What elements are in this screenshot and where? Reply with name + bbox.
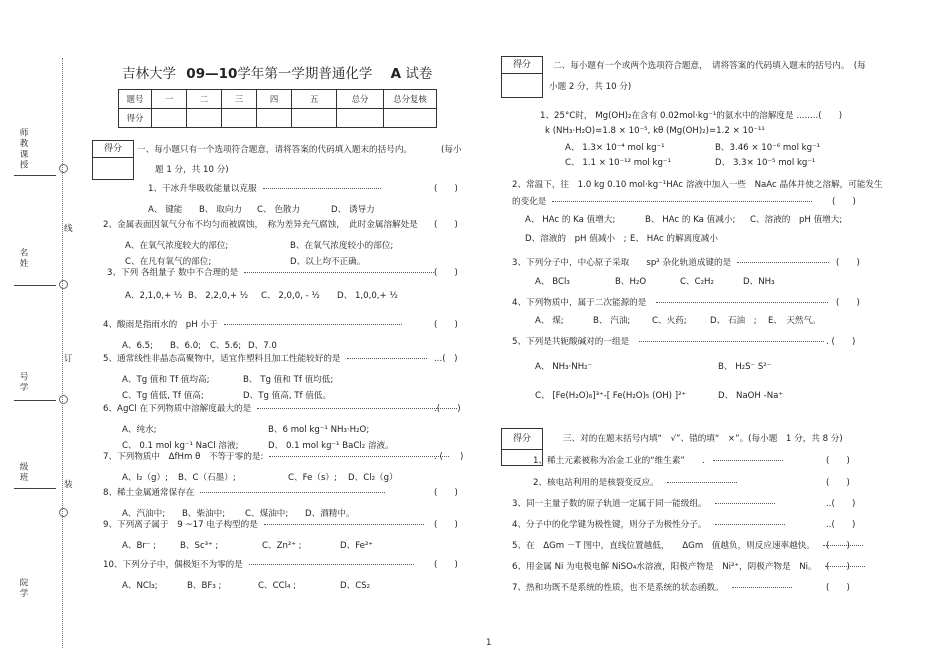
s1-q1-option-a: A、 键能 <box>148 205 183 215</box>
score-header: 总分复核 <box>384 90 437 109</box>
s1-q4-option-b: B、6.0; <box>170 341 202 351</box>
dot-leader <box>264 524 424 525</box>
s1-q6-option-a: A、纯水; <box>122 425 157 435</box>
score-header: 三 <box>222 90 257 109</box>
s2-q4-option-d: D、 石油 ; <box>710 316 757 326</box>
s2-q4 <box>512 296 828 308</box>
dot-leader <box>224 324 402 325</box>
s2-q1-option-c: C、 1.1 × 10⁻¹² mol kg⁻¹ <box>565 158 671 168</box>
dot-leader <box>715 503 775 504</box>
score-header: 题号 <box>119 90 152 109</box>
s2-q3-text: 3、下列分子中，中心原子采取 sp² 杂化轨道成键的是 <box>512 258 732 268</box>
s2-q3-paren[interactable]: ( ) <box>836 258 860 268</box>
binding-underline <box>14 488 56 489</box>
s1-question-5 <box>103 352 427 364</box>
score-header: 总分 <box>337 90 384 109</box>
s3-item-6 <box>512 560 865 572</box>
section1-intro: 一、每小题只有一个选项符合题意，请将答案的代码填入题末的括号内。 <box>137 145 413 155</box>
s2-q5-option-a: A、 NH₃·NH₂⁻ <box>535 362 593 372</box>
s3-item-5 <box>512 539 863 551</box>
binding-dotted-line <box>62 58 63 648</box>
s2-q1-constants: k (NH₃·H₂O)=1.8 × 10⁻⁵, kθ (Mg(OH)₂)=1.2 × 10⁻¹¹ <box>545 126 765 136</box>
binding-underline <box>14 175 56 176</box>
s1-q6-option-b: B、6 mol kg⁻¹ NH₃·H₂O; <box>268 425 370 435</box>
dot-leader <box>200 492 385 493</box>
score-row-label: 得分 <box>119 109 152 128</box>
dot-leader <box>656 302 828 303</box>
answer-paren[interactable]: ( ) <box>826 562 850 572</box>
answer-paren[interactable]: ( ) <box>826 456 850 466</box>
s2-q2-option-b: B、 HAc 的 Ka 值减小; <box>645 215 736 225</box>
s2-q5-option-d: D、 NaOH -Na⁺ <box>718 391 783 401</box>
dot-leader <box>732 587 792 588</box>
s1-question-9 <box>103 518 424 530</box>
question-text: 2、金属表面因氧气分布不均匀而被腐蚀， 称为差异充气腐蚀， 此时金属溶解处是 <box>103 220 418 230</box>
s1-q4-option-a: A、6.5; <box>122 341 154 351</box>
item-text: 7、热和功既不是系统的性质，也不是系统的状态函数。 <box>512 583 724 593</box>
exam-title <box>122 62 432 82</box>
s2-q4-option-a: A、 煤; <box>535 316 564 326</box>
dot-leader <box>263 188 381 189</box>
dot-leader <box>737 262 829 263</box>
s2-q4-option-c: C、火药; <box>652 316 687 326</box>
dot-leader <box>667 482 737 483</box>
dot-leader <box>552 201 812 202</box>
answer-paren[interactable]: ..( ) <box>826 499 856 509</box>
s2-q1-option-d: D、 3.3× 10⁻⁵ mol kg⁻¹ <box>715 158 816 168</box>
s2-q2-option-d: D、溶液的 pH 值减小 ; <box>525 234 627 244</box>
answer-paren[interactable]: ( ) <box>826 478 850 488</box>
s1-q8-option-d: D、酒精中。 <box>305 509 355 519</box>
title-suffix: 试卷 <box>405 66 433 82</box>
answer-paren[interactable]: ( ) <box>434 220 458 230</box>
answer-paren[interactable]: ( ) <box>434 184 458 194</box>
s2-q3-option-b: B、H₂O <box>615 277 647 287</box>
answer-paren[interactable]: ( ) <box>826 583 850 593</box>
binding-underline <box>14 285 56 286</box>
s1-q9-option-d: D、Fe²⁺ <box>340 541 373 551</box>
s2-q5-option-c: C、 [Fe(H₂O)₆]³⁺-[ Fe(H₂O)₅ (OH) ]²⁺ <box>535 391 687 401</box>
s1-q3-option-b: B、 2,2,0,+ ½ <box>188 291 249 301</box>
answer-paren[interactable]: ( ) <box>434 488 458 498</box>
s1-question-10 <box>103 558 414 570</box>
section3-score-label: 得分 <box>512 434 531 444</box>
s2-q1: 1、25°C时， Mg(OH)₂在含有 0.02mol·kg⁻¹的氨水中的溶解度是 ........( ) <box>540 111 843 121</box>
score-header: 一 <box>152 90 187 109</box>
section1-intro-tail: (每小 <box>441 145 462 155</box>
s1-q7-option-c: C、Fe（s）; <box>288 473 337 483</box>
score-header: 四 <box>257 90 292 109</box>
s1-question-7 <box>103 450 449 462</box>
binding-hole <box>59 280 68 289</box>
answer-paren[interactable]: ( ) <box>434 560 458 570</box>
s1-question-1 <box>148 182 381 194</box>
dot-leader <box>269 456 449 457</box>
question-text: 8、稀土金属通常保存在 <box>103 488 195 498</box>
section2-intro-2: 小题 2 分，共 10 分) <box>549 82 632 92</box>
dot-leader <box>257 408 457 409</box>
question-text: 9、下列离子属于 9 ~17 电子构型的是 <box>103 520 258 530</box>
title-year: 09—10 <box>186 66 238 82</box>
s3-item-7 <box>512 581 792 593</box>
s1-q3-option-d: D、 1,0,0,+ ½ <box>337 291 398 301</box>
s2-q4-paren[interactable]: ( ) <box>836 298 860 308</box>
s1-q1-option-b: B、 取向力 <box>199 205 243 215</box>
score-table <box>118 89 437 128</box>
score-cell[interactable] <box>187 109 222 128</box>
item-text: 6、用金属 Ni 为电极电解 NiSO₄水溶液，阳极产物是 Ni²⁺，阴极产物是 Ni。 <box>512 562 817 572</box>
binding-label-class: 级班 <box>18 462 28 484</box>
question-text: 5、通常线性非晶态高聚物中，适宜作塑料且加工性能较好的是 <box>103 354 341 364</box>
page-number: 1 <box>486 638 492 648</box>
s1-q8-option-a: A、汽油中; <box>122 509 166 519</box>
dot-leader <box>639 341 824 342</box>
section1-score-label: 得分 <box>93 141 133 158</box>
s1-q9-option-c: C、Zn²⁺ ; <box>262 541 302 551</box>
s1-q2-option-d: D、以上均不正确。 <box>290 257 366 267</box>
question-text: 7、下列物质中 ΔfHm θ 不等于零的是: <box>103 452 264 462</box>
s2-q2-paren[interactable]: ( ) <box>832 197 856 207</box>
s1-q7-option-d: D、Cl₂（g） <box>348 473 398 483</box>
item-text: 3、同一主量子数的原子轨道一定属于同一能级组。 <box>512 499 707 509</box>
s1-q5-option-a: A、Tg 值和 Tf 值均高; <box>122 375 210 385</box>
s2-q2-option-c: C、溶液的 pH 值增大; <box>750 215 843 225</box>
s1-q8-option-c: C、煤油中; <box>245 509 289 519</box>
s1-q9-option-a: A、Br⁻ ; <box>122 541 157 551</box>
s1-question-3 <box>107 266 434 278</box>
cut-mark-bind: 装 <box>64 480 73 490</box>
title-school: 吉林大学 <box>122 66 176 82</box>
s2-q2-option-a: A、 HAc 的 Ka 值增大; <box>525 215 616 225</box>
s2-q3-option-c: C、C₂H₂ <box>680 277 714 287</box>
binding-label-id: 号学 <box>18 372 28 394</box>
title-term: 学年第一学期普通化学 <box>237 66 373 82</box>
s1-q3-option-c: C、 2,0,0, - ½ <box>261 291 320 301</box>
section1-intro-2: 题 1 分，共 10 分) <box>155 165 229 175</box>
s2-q2-line2 <box>512 195 812 207</box>
s2-q5-text: 5、下列是共轭酸碱对的一组是 <box>512 337 630 347</box>
s3-item-1 <box>533 454 783 466</box>
score-cell[interactable] <box>222 109 257 128</box>
s1-q5-option-b: B、 Tg 值和 Tf 值均低; <box>243 375 334 385</box>
cut-mark-line: 线 <box>64 224 73 234</box>
s3-item-3 <box>512 497 775 509</box>
s1-q2-option-b: B、在氧气浓度较小的部位; <box>290 241 394 251</box>
s1-question-2 <box>103 218 418 230</box>
answer-paren[interactable]: . ( ) <box>434 452 464 462</box>
s1-q9-option-b: B、Sc³⁺ ; <box>180 541 219 551</box>
s1-q8-option-b: B、柴油中; <box>182 509 226 519</box>
s2-q2: 2、常温下，往 1.0 kg 0.10 mol·kg⁻¹HAc 溶液中加入一些 NaAc 晶体并使之溶解，可能发生 <box>512 180 883 190</box>
s3-item-4 <box>512 518 785 530</box>
s1-q6-option-d: D、 0.1 mol kg⁻¹ BaCl₂ 溶液。 <box>268 441 394 451</box>
s2-q2-option-e: E、 HAc 的解离度减小 <box>630 234 718 244</box>
question-text: 6、AgCl 在下列物质中溶解度最大的是 <box>103 404 252 414</box>
s1-q4-option-c: C、5.6; <box>210 341 242 351</box>
answer-paren[interactable]: ( ) <box>434 320 458 330</box>
s3-item-2 <box>533 476 737 488</box>
s1-q2-option-c: C、在凡有氧气的部位; <box>125 257 212 267</box>
score-cell[interactable] <box>384 109 437 128</box>
dot-leader <box>249 564 414 565</box>
s2-q1-option-a: A、 1.3× 10⁻⁴ mol kg⁻¹ <box>565 143 665 153</box>
dot-leader <box>347 358 427 359</box>
cut-mark-staple: 订 <box>64 354 73 364</box>
s1-q7-option-b: B、C（石墨）; <box>178 473 236 483</box>
s1-q7-option-a: A、I₂（g）; <box>122 473 168 483</box>
dot-leader <box>244 272 434 273</box>
s2-q3 <box>512 256 829 268</box>
section3-intro: 三、对的在题末括号内填“ √”、错的填“ ×”。(每小题 1 分，共 8 分) <box>563 434 843 444</box>
title-paper: A <box>390 66 402 82</box>
binding-hole <box>59 508 68 517</box>
s1-question-6 <box>103 402 457 414</box>
dot-leader <box>715 524 785 525</box>
score-cell[interactable] <box>152 109 187 128</box>
section2-score-box[interactable] <box>501 56 543 98</box>
item-text: 4、分子中的化学键为极性键，则分子为极性分子。 <box>512 520 707 530</box>
score-header: 二 <box>187 90 222 109</box>
s1-q10-option-a: A、NCl₃; <box>122 581 158 591</box>
item-text: 2、核电站利用的是核裂变反应。 <box>533 478 659 488</box>
binding-underline <box>14 400 56 401</box>
s2-q5-paren[interactable]: . ( ) <box>826 337 856 347</box>
s2-q1-option-b: B、3.46 × 10⁻⁶ mol kg⁻¹ <box>715 143 821 153</box>
binding-label-college: 院学 <box>18 578 28 600</box>
s1-q3-option-a: A、2,1,0,+ ½ <box>125 291 183 301</box>
s1-q5-option-c: C、Tg 值低, Tf 值高; <box>122 391 204 401</box>
score-header: 五 <box>292 90 337 109</box>
question-text: 4、酸雨是指雨水的 pH 小于 <box>103 320 218 330</box>
answer-paren[interactable]: ...( ) <box>434 354 458 364</box>
question-text: 3、下列 各组量子 数中不合理的是 <box>107 268 239 278</box>
s1-q5-option-d: D、Tg 值高, Tf 值低。 <box>243 391 332 401</box>
s2-q4-text: 4、下列物质中，属于二次能源的是 <box>512 298 647 308</box>
s1-q10-option-b: B、BF₃ ; <box>187 581 222 591</box>
question-text: 1、干冰升华吸收能量以克服 <box>148 184 257 194</box>
s2-q2-text: 的变化是 <box>512 197 547 207</box>
section3-score-divider <box>502 449 542 450</box>
dot-leader <box>713 460 783 461</box>
s2-q4-option-b: B、 汽油; <box>593 316 631 326</box>
s1-q10-option-d: D、CS₂ <box>340 581 371 591</box>
score-cell[interactable] <box>292 109 337 128</box>
s1-q2-option-a: A、在氧气浓度较大的部位; <box>125 241 229 251</box>
answer-paren[interactable]: .( ) <box>434 404 461 414</box>
s1-q1-option-d: D、 诱导力 <box>331 205 375 215</box>
s1-q4-option-d: D、7.0 <box>248 341 277 351</box>
question-text: 10、下列分子中，偶极矩不为零的是 <box>103 560 243 570</box>
score-cell[interactable] <box>337 109 384 128</box>
item-text: 5、在 ΔGm －T 图中，直线位置越低， ΔGm 值越负，则反应速率越快。 <box>512 541 815 551</box>
answer-paren[interactable]: ( ) <box>434 520 458 530</box>
s2-q5 <box>512 335 824 347</box>
s2-q5-option-b: B、 H₂S⁻ S²⁻ <box>718 362 772 372</box>
s1-question-8 <box>103 486 385 498</box>
answer-paren[interactable]: ( ) <box>826 541 850 551</box>
s2-q3-option-d: D、NH₃ <box>743 277 775 287</box>
answer-paren[interactable]: ( ) <box>434 268 458 278</box>
s1-q6-option-c: C、 0.1 mol kg⁻¹ NaCl 溶液; <box>122 441 239 451</box>
s1-q1-option-c: C、 色散力 <box>257 205 301 215</box>
section2-score-label: 得分 <box>502 57 542 74</box>
binding-label-name: 名姓 <box>18 248 28 270</box>
section1-score-box[interactable] <box>92 140 134 180</box>
item-text: 1、稀土元素被称为冶金工业的“维生素” . <box>533 456 705 466</box>
s2-q4-option-e: E、 天然气。 <box>768 316 821 326</box>
answer-paren[interactable]: ..( ) <box>826 520 856 530</box>
binding-hole <box>59 164 68 173</box>
s1-q10-option-c: C、CCl₄ ; <box>258 581 297 591</box>
binding-hole <box>59 395 68 404</box>
score-cell[interactable] <box>257 109 292 128</box>
s2-q3-option-a: A、 BCl₃ <box>535 277 570 287</box>
section2-intro: 二、每小题有一个或两个选项符合题意， 请将答案的代码填入题末的括号内。 (每 <box>553 61 866 71</box>
s1-question-4 <box>103 318 402 330</box>
binding-label-teacher: 师教课授 <box>18 128 28 171</box>
